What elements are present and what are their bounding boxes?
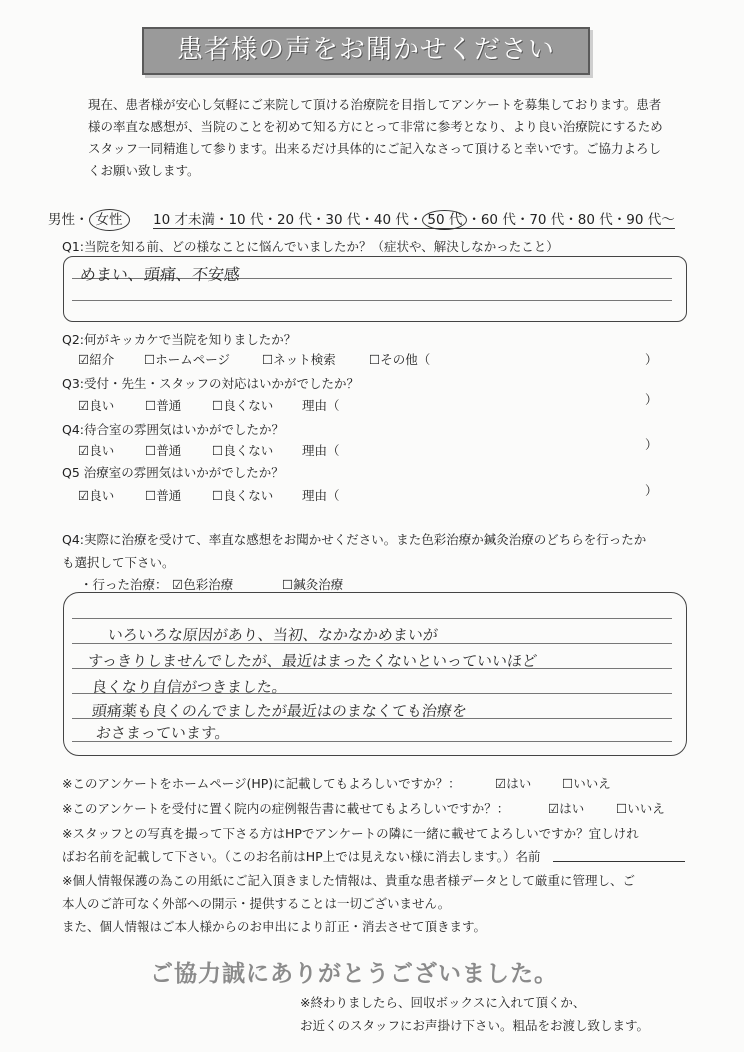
gender-row (48, 208, 130, 228)
q2-option-web-search[interactable]: ☐ネット検索 (262, 352, 336, 367)
gender-male[interactable]: 男性 (48, 212, 75, 228)
intro-line: 現在、患者様が安心し気軽にご来院して頂ける治療院を目指してアンケートを募集しております。患者 (88, 97, 662, 112)
checkbox-icon: ☐ (212, 488, 224, 503)
q6-treatment-label: ・行った治療： (80, 577, 168, 592)
checkbox-icon: ☐ (282, 577, 294, 592)
age-selected[interactable]: 50 代 (422, 210, 467, 230)
hp-consent-row (62, 774, 461, 792)
q4-close-paren: ） (645, 437, 658, 452)
q5-option-average[interactable]: ☐普通 (145, 488, 182, 503)
footer-line2: お近くのスタッフにお声掛け下さい。粗品をお渡し致します。 (300, 1018, 650, 1033)
q6-answer-line: すっきりしませんでしたが、最近はまったくないといっていいほど (87, 652, 539, 670)
photo-note-line2: ばお名前を記載して下さい。（このお名前はHP上では見えない様に消去します。）名前 (62, 849, 541, 864)
q4-option-bad[interactable]: ☐良くない (212, 443, 274, 458)
q2-option-other[interactable]: ☐その他（ (369, 352, 431, 367)
age-options-after: ・60 代・70 代・80 代・90 代〜 (467, 212, 675, 228)
checkbox-icon: ☐ (616, 801, 628, 816)
privacy-note-line2: 本人のご許可なく外部への開示・提供することは一切ございません。 (62, 896, 451, 911)
intro-paragraph (88, 94, 663, 182)
q6-rule (72, 618, 672, 619)
q3-option-good[interactable]: ☑良い (78, 398, 115, 413)
q6-question-line2: も選択して下さい。 (62, 555, 175, 570)
checkbox-icon: ☐ (145, 488, 157, 503)
q3-option-average[interactable]: ☐普通 (145, 398, 182, 413)
q5-option-good[interactable]: ☑良い (78, 488, 115, 503)
checkbox-icon: ☐ (145, 443, 157, 458)
q3-close-paren: ） (645, 392, 658, 407)
age-options-before: 10 才未満・10 代・20 代・30 代・40 代・ (153, 212, 423, 228)
q4-reason: 理由（ (302, 443, 340, 458)
q6-answer-line: 頭痛薬も良くのんでましたが最近はのまなくても治療を (91, 702, 468, 720)
report-consent-yes[interactable]: ☑はい (548, 801, 585, 816)
q4-option-good[interactable]: ☑良い (78, 443, 115, 458)
page-title: 患者様の声をお聞かせください (176, 35, 555, 65)
q5-question: Q5 治療室の雰囲気はいかがでしたか？ (62, 465, 284, 480)
checkbox-icon: ☐ (562, 776, 574, 791)
q6-answer-line: いろいろな原因があり、当初、なかなかめまいが (107, 626, 439, 644)
age-row (153, 208, 675, 229)
checkbox-icon: ☐ (369, 352, 381, 367)
q2-question: Q2:何がキッカケで当院を知りましたか？ (62, 332, 297, 347)
checked-box-icon: ☑ (78, 443, 90, 458)
q5-reason: 理由（ (302, 488, 340, 503)
privacy-note-line1: ※個人情報保護の為この用紙にご記入頂きました情報は、貴重な患者様データとして厳重に管理し、ご (62, 873, 635, 888)
checkbox-icon: ☐ (262, 352, 274, 367)
checkbox-icon: ☐ (145, 398, 157, 413)
q4-question: Q4:待合室の雰囲気はいかがでしたか？ (62, 422, 285, 437)
q2-close-paren: ） (645, 352, 658, 367)
q1-question: Q1:当院を知る前、どの様なことに悩んでいましたか？（症状や、解決しなかったこと） (62, 239, 559, 254)
q6-answer-line: おさまっています。 (95, 724, 231, 742)
name-input-line[interactable] (553, 861, 685, 862)
q3-question: Q3:受付・先生・スタッフの対応はいかがでしたか？ (62, 376, 360, 391)
hp-consent-question: ※このアンケートをホームページ(HP)に記載してもよろしいですか？： (62, 776, 461, 791)
gender-female[interactable]: 女性 (89, 209, 130, 231)
q3-option-bad[interactable]: ☐良くない (212, 398, 274, 413)
q6-option-acupuncture[interactable]: ☐鍼灸治療 (282, 577, 344, 592)
privacy-note-line3: また、個人情報はご本人様からのお申出により訂正・消去させて頂きます。 (62, 919, 487, 934)
intro-line: スタッフ一同精進して参ります。出来るだけ具体的にご記入なさって頂けると幸いです。ご協力よろし (88, 141, 662, 156)
intro-line: 様の率直な感想が、当院のことを初めて知る方にとって非常に参考となり、より良い治療院にするため (88, 119, 663, 134)
q4-option-average[interactable]: ☐普通 (145, 443, 182, 458)
checked-box-icon: ☑ (548, 801, 560, 816)
gender-separator: ・ (75, 212, 89, 228)
checkbox-icon: ☐ (212, 398, 224, 413)
hp-consent-no[interactable]: ☐いいえ (562, 776, 611, 791)
q6-question-line1: Q4:実際に治療を受けて、率直な感想をお聞かせください。また色彩治療か鍼灸治療のどちらを行ったか (62, 532, 647, 547)
checked-box-icon: ☑ (495, 776, 507, 791)
report-consent-no[interactable]: ☐いいえ (616, 801, 665, 816)
q2-option-introduction[interactable]: ☑紹介 (78, 352, 115, 367)
q2-option-homepage[interactable]: ☐ホームページ (144, 352, 230, 367)
q5-close-paren: ） (645, 483, 658, 498)
q5-option-bad[interactable]: ☐良くない (212, 488, 274, 503)
hp-consent-yes[interactable]: ☑はい (495, 776, 532, 791)
q3-reason: 理由（ (302, 398, 340, 413)
photo-note-line1: ※スタッフとの写真を撮って下さる方はHPでアンケートの隣に一緒に載せてよろしいですか？宜しけれ (62, 826, 639, 841)
q1-answer: めまい、頭痛、不安感 (78, 265, 241, 284)
checkbox-icon: ☐ (144, 352, 156, 367)
q6-option-color-therapy[interactable]: ☑色彩治療 (172, 577, 234, 592)
report-consent-question: ※このアンケートを受付に置く院内の症例報告書に載せてもよろしいですか？： (62, 801, 510, 816)
q1-rule (72, 300, 672, 301)
checked-box-icon: ☑ (172, 577, 184, 592)
intro-line: くお願い致します。 (88, 163, 200, 178)
q6-answer-line: 良くなり自信がつきました。 (91, 678, 288, 696)
thanks-message: ご協力誠にありがとうございました。 (150, 961, 558, 987)
checked-box-icon: ☑ (78, 398, 90, 413)
checkbox-icon: ☐ (212, 443, 224, 458)
checked-box-icon: ☑ (78, 352, 90, 367)
footer-line1: ※終わりましたら、回収ボックスに入れて頂くか、 (300, 995, 586, 1010)
checked-box-icon: ☑ (78, 488, 90, 503)
